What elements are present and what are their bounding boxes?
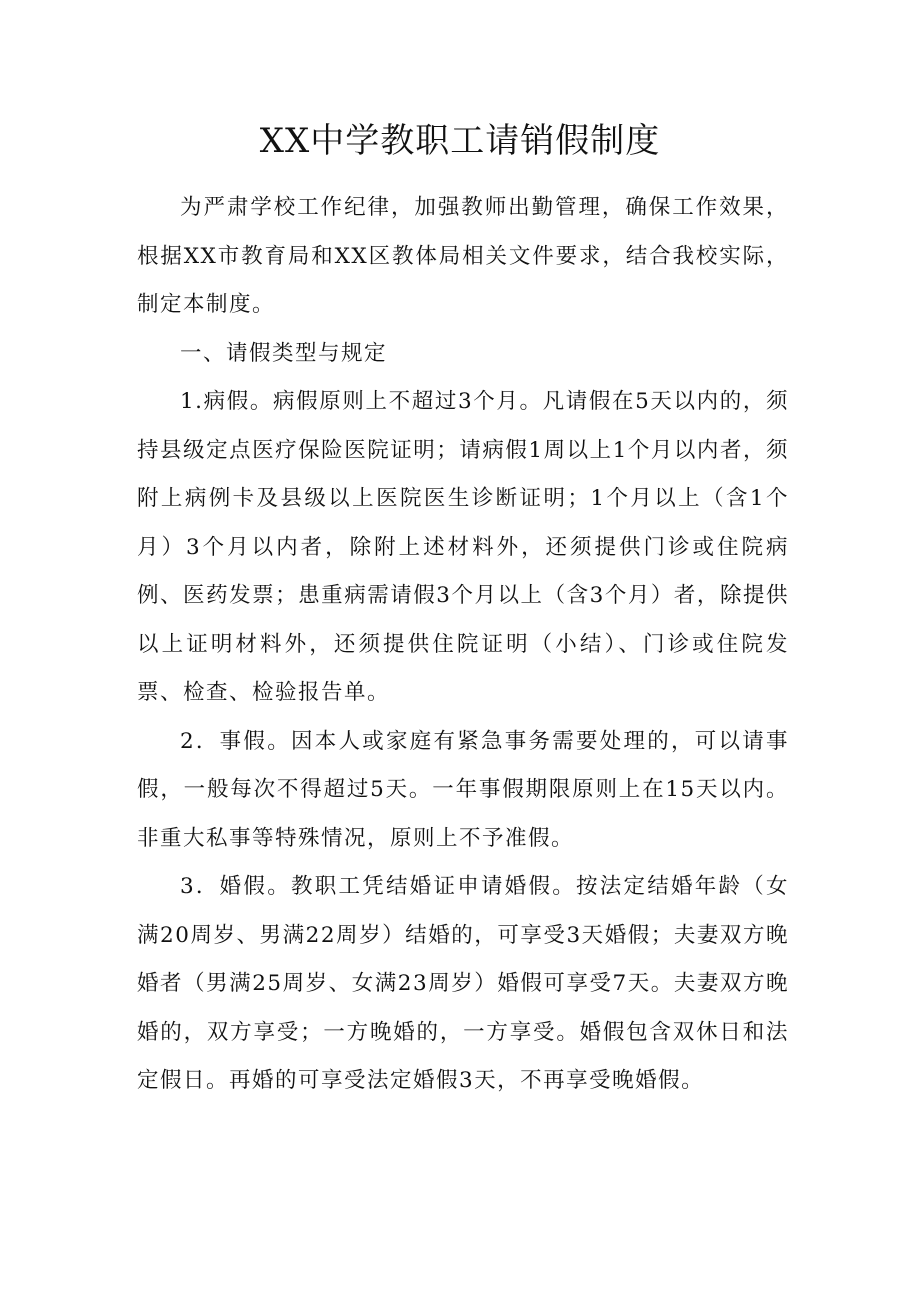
personal-leave-paragraph: 2．事假。因本人或家庭有紧急事务需要处理的，可以请事假，一般每次不得超过5天。一年事假期限原则上在15天以内。非重大私事等特殊情况，原则上不予准假。: [137, 728, 789, 851]
document-title: XX中学教职工请销假制度: [259, 121, 661, 161]
sick-leave-paragraph: 1.病假。病假原则上不超过3个月。凡请假在5天以内的，须持县级定点医疗保险医院证明；请病假1周以上1个月以内者，须附上病例卡及县级以上医院医生诊断证明；1个月以上（含1个月）3个月以内者，除附上述材料外，还须提供门诊或住院病例、医药发票；患重病需请假3个月以上（含3个月）者，除提供以上证明材料外，还须提供住院证明（小结）、门诊或住院发票、检查、检验报告单。: [137, 389, 789, 705]
marriage-leave-paragraph: 3．婚假。教职工凭结婚证申请婚假。按法定结婚年龄（女满20周岁、男满22周岁）结婚的，可享受3天婚假；夫妻双方晚婚者（男满25周岁、女满23周岁）婚假可享受7天。夫妻双方晚婚的，双方享受；一方晚婚的，一方享受。婚假包含双休日和法定假日。再婚的可享受法定婚假3天，不再享受晚婚假。: [137, 874, 789, 1093]
section-heading: 一、请假类型与规定: [180, 340, 388, 366]
intro-paragraph: 为严肃学校工作纪律，加强教师出勤管理，确保工作效果，根据XX市教育局和XX区教体局相关文件要求，结合我校实际，制定本制度。: [137, 195, 789, 317]
document-body: [137, 184, 789, 1106]
